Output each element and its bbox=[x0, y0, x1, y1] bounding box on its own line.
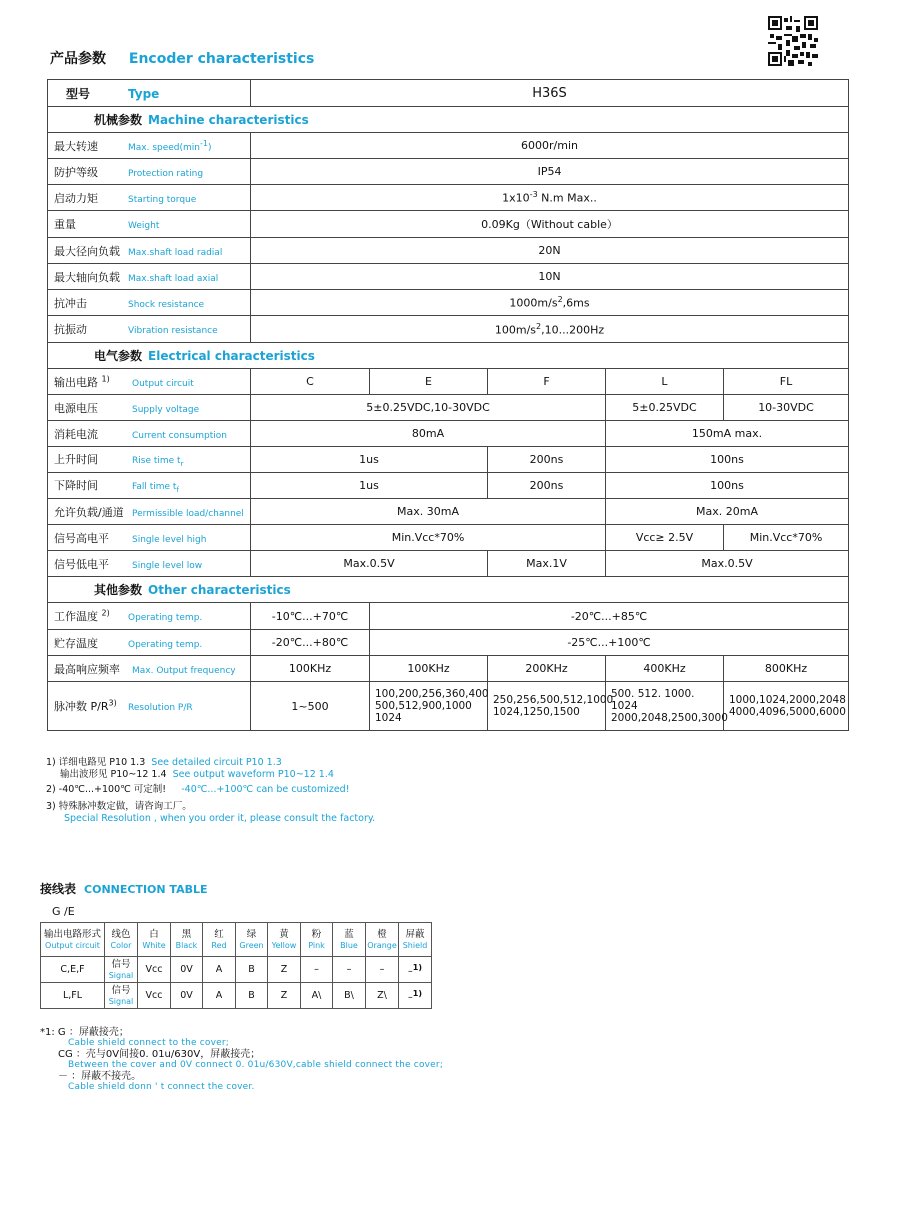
value bbox=[251, 290, 849, 316]
value: 1us bbox=[251, 447, 488, 473]
wire-green: B bbox=[236, 957, 268, 983]
wire-red: A bbox=[203, 957, 236, 983]
section-other bbox=[48, 577, 849, 603]
label-zh: 信号低电平 bbox=[54, 557, 109, 571]
row-level-high bbox=[48, 525, 849, 551]
header-cell bbox=[366, 923, 399, 957]
header-en: Shield bbox=[402, 940, 428, 950]
electrical-zh: 电气参数 bbox=[94, 349, 143, 363]
label-en: Supply voltage bbox=[132, 404, 200, 415]
wire-black: 0V bbox=[171, 983, 203, 1009]
label-en: Permissible load/channel bbox=[132, 508, 244, 519]
wire-yellow: Z bbox=[268, 983, 301, 1009]
value-post: N.m Max.. bbox=[537, 191, 597, 205]
connection-table bbox=[40, 922, 432, 1009]
value: 0.09Kg（Without cable） bbox=[251, 211, 849, 238]
value: Max.0.5V bbox=[251, 551, 488, 577]
value: Max. 30mA bbox=[251, 499, 606, 525]
value bbox=[370, 682, 488, 731]
shield-value: – bbox=[408, 966, 413, 978]
value-sup: -3 bbox=[529, 190, 538, 200]
value: 100ns bbox=[606, 447, 849, 473]
label-en bbox=[132, 456, 183, 466]
footnote-line: － ：屏蔽不接壳。 bbox=[58, 1071, 142, 1082]
header-cell bbox=[268, 923, 301, 957]
value: 100KHz bbox=[251, 656, 370, 682]
signal-cell bbox=[105, 983, 138, 1009]
wire-shield bbox=[399, 957, 432, 983]
header-cell bbox=[203, 923, 236, 957]
qr-code bbox=[768, 16, 818, 66]
footnote-line: CG ：壳与0V间接0. 01u/630V，屏蔽接壳； bbox=[58, 1049, 261, 1060]
header-cell bbox=[399, 923, 432, 957]
note-zh: 1) 详细电路见 P10 1.3 bbox=[46, 757, 146, 768]
connection-header bbox=[41, 923, 432, 957]
value: -25℃...+100℃ bbox=[370, 630, 849, 656]
row-max-frequency bbox=[48, 656, 849, 682]
wire-red: A bbox=[203, 983, 236, 1009]
signal-zh: 信号 bbox=[111, 958, 131, 970]
other-en: Other characteristics bbox=[148, 583, 291, 597]
label-en: Max.shaft load radial bbox=[128, 247, 223, 258]
value: 20N bbox=[251, 238, 849, 264]
header-cell bbox=[333, 923, 366, 957]
note-zh: 输出波形见 P10~12 1.4 bbox=[60, 769, 167, 780]
label-en: Single level low bbox=[132, 560, 203, 571]
wire-white: Vcc bbox=[138, 983, 171, 1009]
row-shock bbox=[48, 290, 849, 316]
row-storage-temp bbox=[48, 630, 849, 656]
connection-row-cef bbox=[41, 957, 432, 983]
value-line: 4000,4096,5000,6000 bbox=[729, 706, 846, 718]
value-pre: 100m/s bbox=[494, 323, 537, 337]
label-en: Operating temp. bbox=[128, 613, 203, 623]
shield-footnote bbox=[40, 1027, 443, 1093]
row-output-circuit bbox=[48, 369, 849, 395]
electrical-en: Electrical characteristics bbox=[148, 349, 315, 363]
value: 200ns bbox=[488, 447, 606, 473]
row-protection bbox=[48, 159, 849, 185]
label-en: Vibration resistance bbox=[128, 326, 218, 336]
value bbox=[251, 316, 849, 343]
footnote-line-en: Cable shield donn ' t connect the cover. bbox=[68, 1082, 255, 1092]
note-ref: 3) bbox=[108, 698, 117, 708]
header-zh: 白 bbox=[149, 928, 159, 940]
row-permissible-load bbox=[48, 499, 849, 525]
header-cell bbox=[301, 923, 333, 957]
en-text: Max. speed(min bbox=[128, 142, 200, 153]
header-zh: 输出电路形式 bbox=[43, 928, 101, 940]
value-line: 1024 bbox=[375, 712, 402, 724]
label-zh: 贮存温度 bbox=[54, 636, 98, 650]
type-value: H36S bbox=[251, 80, 849, 107]
signal-en: Signal bbox=[108, 970, 134, 980]
value-line: 2000,2048,2500,3000 bbox=[611, 712, 728, 724]
note-en: -40℃...+100℃ can be customized! bbox=[181, 784, 350, 795]
value-line: 100,200,256,360,400 bbox=[375, 688, 489, 700]
label-en: Shock resistance bbox=[128, 299, 205, 310]
row-operating-temp bbox=[48, 603, 849, 630]
value: Max.1V bbox=[488, 551, 606, 577]
section-electrical bbox=[48, 343, 849, 369]
notes bbox=[46, 757, 375, 825]
title-zh: 产品参数 bbox=[50, 51, 106, 67]
label-zh: 消耗电流 bbox=[54, 427, 98, 441]
value: Vcc≥ 2.5V bbox=[606, 525, 724, 551]
row-name: L,FL bbox=[41, 983, 105, 1009]
header-en: Blue bbox=[340, 940, 358, 950]
label-en: Operating temp. bbox=[128, 639, 203, 650]
header-zh: 绿 bbox=[246, 928, 257, 940]
type-row bbox=[48, 80, 849, 107]
value-line: 500. 512. 1000. 1024 bbox=[611, 688, 695, 712]
header-cell bbox=[105, 923, 138, 957]
value: 10-30VDC bbox=[724, 395, 849, 421]
wire-pink: – bbox=[301, 957, 333, 983]
circuit-e: E bbox=[370, 369, 488, 395]
header-cell bbox=[138, 923, 171, 957]
header-en: Orange bbox=[367, 940, 397, 950]
header-en: Color bbox=[110, 940, 132, 950]
label-en bbox=[132, 482, 179, 492]
row-level-low bbox=[48, 551, 849, 577]
note-ref: 1) bbox=[101, 373, 110, 383]
value: 100ns bbox=[606, 473, 849, 499]
wire-black: 0V bbox=[171, 957, 203, 983]
note-en: See detailed circuit P10 1.3 bbox=[151, 757, 282, 768]
footnote-line-en: Between the cover and 0V connect 0. 01u/630V,cable shield connect the cover; bbox=[68, 1060, 444, 1070]
circuit-l: L bbox=[606, 369, 724, 395]
label-en: Single level high bbox=[132, 534, 207, 545]
wire-white: Vcc bbox=[138, 957, 171, 983]
value: 200ns bbox=[488, 473, 606, 499]
spec-table bbox=[47, 79, 849, 731]
header-en: Pink bbox=[308, 940, 325, 950]
label-zh bbox=[54, 608, 128, 624]
header-en: Green bbox=[239, 940, 264, 950]
header-zh: 屏蔽 bbox=[405, 928, 425, 940]
label-en: Current consumption bbox=[132, 430, 227, 441]
note-ref: 2) bbox=[101, 608, 110, 618]
zh-text: 脉冲数 P/R bbox=[54, 700, 109, 713]
signal-zh: 信号 bbox=[111, 984, 131, 996]
en-text: Fall time t bbox=[132, 482, 177, 493]
label-en bbox=[128, 138, 212, 153]
value: 80mA bbox=[251, 421, 606, 447]
footnote-line: *1: G ：屏蔽接壳； bbox=[40, 1027, 129, 1038]
label-zh: 最大转速 bbox=[54, 139, 98, 153]
note-1b bbox=[46, 769, 375, 781]
shield-value: – bbox=[408, 992, 413, 1004]
header-zh: 粉 bbox=[311, 928, 322, 940]
label-en: Resolution P/R bbox=[128, 703, 193, 713]
label-en: Max. Output frequency bbox=[132, 665, 236, 676]
header-zh: 红 bbox=[214, 928, 224, 940]
label-en: Weight bbox=[128, 221, 160, 231]
header-zh: 线色 bbox=[111, 928, 131, 940]
value: Min.Vcc*70% bbox=[251, 525, 606, 551]
header-cell bbox=[236, 923, 268, 957]
machine-zh: 机械参数 bbox=[94, 113, 143, 127]
row-weight bbox=[48, 211, 849, 238]
row-torque bbox=[48, 185, 849, 211]
value: Max.0.5V bbox=[606, 551, 849, 577]
note-1a bbox=[46, 757, 375, 769]
value: 10N bbox=[251, 264, 849, 290]
row-name: C,E,F bbox=[41, 957, 105, 983]
machine-en: Machine characteristics bbox=[148, 113, 309, 127]
row-vibration bbox=[48, 316, 849, 343]
note-3-zh: 3) 特殊脉冲数定做，请咨询工厂。 bbox=[46, 801, 192, 812]
wire-yellow: Z bbox=[268, 957, 301, 983]
value-line: 500,512,900,1000 bbox=[375, 700, 472, 712]
label-zh: 启动力矩 bbox=[54, 191, 98, 205]
value: IP54 bbox=[251, 159, 849, 185]
value: 1~500 bbox=[251, 682, 370, 731]
value bbox=[724, 682, 849, 731]
label-zh: 抗冲击 bbox=[54, 296, 87, 310]
en-sub: r bbox=[180, 459, 184, 468]
value: 400KHz bbox=[606, 656, 724, 682]
label-zh: 允许负载/通道 bbox=[54, 505, 124, 519]
label-zh bbox=[54, 698, 128, 714]
row-radial bbox=[48, 238, 849, 264]
zh-text: 工作温度 bbox=[54, 610, 98, 623]
note-ref: 1) bbox=[412, 962, 422, 972]
other-zh: 其他参数 bbox=[94, 583, 143, 597]
header-en: Output circuit bbox=[45, 940, 100, 950]
page-title bbox=[50, 48, 314, 68]
value bbox=[251, 185, 849, 211]
label-zh: 信号高电平 bbox=[54, 531, 109, 545]
label-zh: 重量 bbox=[54, 218, 76, 231]
header-en: Black bbox=[175, 940, 198, 950]
value: 5±0.25VDC,10-30VDC bbox=[251, 395, 606, 421]
connection-row-lfl bbox=[41, 983, 432, 1009]
value: 6000r/min bbox=[251, 133, 849, 159]
value-pre: 1x10 bbox=[502, 191, 530, 205]
wire-green: B bbox=[236, 983, 268, 1009]
connection-title-zh: 接线表 bbox=[40, 882, 77, 896]
value-post: ,6ms bbox=[562, 296, 590, 310]
label-en: Max.shaft load axial bbox=[128, 273, 219, 284]
circuit-fl: FL bbox=[724, 369, 849, 395]
value-line: 1024,1250,1500 bbox=[493, 706, 580, 718]
value: 800KHz bbox=[724, 656, 849, 682]
label-zh: 最高响应频率 bbox=[54, 662, 120, 676]
signal-en: Signal bbox=[108, 996, 134, 1006]
row-resolution bbox=[48, 682, 849, 731]
circuit-c: C bbox=[251, 369, 370, 395]
en-text: Rise time t bbox=[132, 456, 181, 467]
note-ref: 1) bbox=[412, 988, 422, 998]
row-current bbox=[48, 421, 849, 447]
value-sup: 2 bbox=[536, 321, 542, 331]
note-en: See output waveform P10~12 1.4 bbox=[172, 769, 334, 780]
header-zh: 黄 bbox=[279, 928, 289, 940]
value-line: 1000,1024,2000,2048 bbox=[729, 694, 846, 706]
connection-title-en: CONNECTION TABLE bbox=[84, 883, 208, 896]
connection-title bbox=[40, 880, 208, 897]
section-machine bbox=[48, 107, 849, 133]
value: -20℃...+80℃ bbox=[251, 630, 370, 656]
wire-orange: Z\ bbox=[366, 983, 399, 1009]
row-fall-time bbox=[48, 473, 849, 499]
row-max-speed bbox=[48, 133, 849, 159]
header-cell bbox=[41, 923, 105, 957]
type-label-en: Type bbox=[128, 86, 160, 101]
wire-orange: – bbox=[366, 957, 399, 983]
wire-pink: A\ bbox=[301, 983, 333, 1009]
header-en: White bbox=[142, 940, 166, 950]
circuit-f: F bbox=[488, 369, 606, 395]
label-zh: 防护等级 bbox=[54, 165, 98, 179]
wire-blue: – bbox=[333, 957, 366, 983]
header-zh: 蓝 bbox=[344, 928, 354, 940]
en-sup: -1 bbox=[200, 138, 208, 148]
label-en: Starting torque bbox=[128, 194, 197, 205]
value-pre: 1000m/s bbox=[509, 296, 558, 310]
value bbox=[488, 682, 614, 731]
row-rise-time bbox=[48, 447, 849, 473]
signal-cell bbox=[105, 957, 138, 983]
value: Min.Vcc*70% bbox=[724, 525, 849, 551]
header-cell bbox=[171, 923, 203, 957]
en-tail: ) bbox=[207, 142, 212, 153]
label-en: Output circuit bbox=[132, 378, 194, 389]
value: -20℃...+85℃ bbox=[370, 603, 849, 630]
label-zh: 抗振动 bbox=[54, 323, 87, 336]
note-3-en: Special Resolution , when you order it, please consult the factory. bbox=[64, 813, 376, 824]
type-label-zh: 型号 bbox=[66, 86, 91, 101]
label-zh: 电源电压 bbox=[54, 401, 98, 415]
value bbox=[606, 682, 728, 731]
header-en: Red bbox=[211, 940, 227, 950]
en-sub: f bbox=[176, 485, 179, 494]
value: 1us bbox=[251, 473, 488, 499]
label-en: Protection rating bbox=[128, 168, 204, 179]
header-en: Yellow bbox=[271, 940, 297, 950]
wire-shield bbox=[399, 983, 432, 1009]
label-zh: 最大轴向负载 bbox=[54, 270, 120, 284]
value-sup: 2 bbox=[557, 295, 563, 305]
connection-type-label: G /E bbox=[52, 905, 75, 918]
header-zh: 黑 bbox=[181, 928, 192, 940]
value: 100KHz bbox=[370, 656, 488, 682]
value-post: ,10...200Hz bbox=[541, 323, 605, 337]
value: 200KHz bbox=[488, 656, 606, 682]
note-2 bbox=[46, 784, 375, 796]
label-zh: 下降时间 bbox=[54, 479, 98, 493]
label-zh bbox=[54, 374, 132, 390]
row-axial bbox=[48, 264, 849, 290]
zh-text: 输出电路 bbox=[54, 375, 98, 389]
value: Max. 20mA bbox=[606, 499, 849, 525]
value: -10℃...+70℃ bbox=[251, 603, 370, 630]
value: 150mA max. bbox=[606, 421, 849, 447]
row-supply bbox=[48, 395, 849, 421]
wire-blue: B\ bbox=[333, 983, 366, 1009]
title-en: Encoder characteristics bbox=[128, 51, 315, 67]
note-zh: 2) -40℃...+100℃ 可定制! bbox=[46, 784, 167, 795]
header-zh: 橙 bbox=[377, 928, 387, 940]
label-zh: 上升时间 bbox=[54, 453, 98, 467]
value: 5±0.25VDC bbox=[606, 395, 724, 421]
value-line: 250,256,500,512,1000 bbox=[493, 694, 614, 706]
footnote-line-en: Cable shield connect to the cover; bbox=[68, 1038, 230, 1048]
label-zh: 最大径向负载 bbox=[54, 244, 120, 258]
